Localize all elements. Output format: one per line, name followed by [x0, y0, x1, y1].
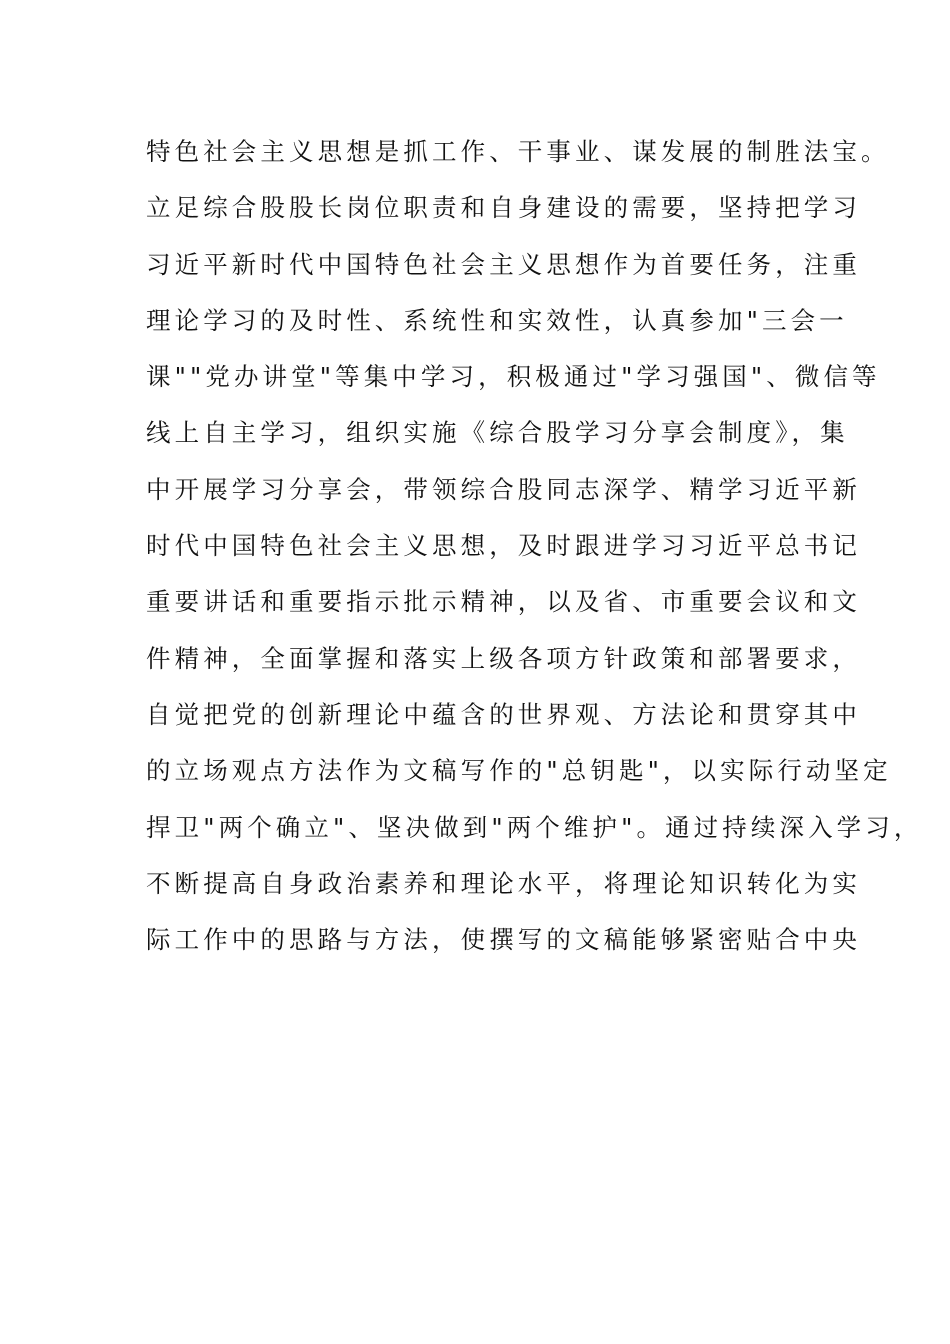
text-line: 重要讲话和重要指示批示精神，以及省、市重要会议和文: [146, 587, 861, 617]
text-line: 理论学习的及时性、系统性和实效性，认真参加"三会一: [146, 305, 848, 335]
text-line: 捍卫"两个确立"、坚决做到"两个维护"。通过持续深入学习，: [146, 812, 923, 842]
body-text: [146, 124, 923, 968]
text-line: 际工作中的思路与方法，使撰写的文稿能够紧密贴合中央: [146, 925, 861, 955]
text-line: 习近平新时代中国特色社会主义思想作为首要任务，注重: [146, 249, 861, 279]
text-line: 课""党办讲堂"等集中学习，积极通过"学习强国"、微信等: [146, 362, 881, 392]
text-line: 自觉把党的创新理论中蕴含的世界观、方法论和贯穿其中: [146, 699, 861, 729]
text-line: 立足综合股股长岗位职责和自身建设的需要，坚持把学习: [146, 193, 861, 223]
text-line: 中开展学习分享会，带领综合股同志深学、精学习近平新: [146, 474, 861, 504]
text-line: 特色社会主义思想是抓工作、干事业、谋发展的制胜法宝。: [146, 137, 890, 166]
text-line: 不断提高自身政治素养和理论水平，将理论知识转化为实: [146, 868, 861, 898]
text-line: 的立场观点方法作为文稿写作的"总钥匙"，以实际行动坚定: [146, 756, 892, 786]
text-line: 件精神，全面掌握和落实上级各项方针政策和部署要求，: [146, 643, 861, 673]
text-line: 线上自主学习，组织实施《综合股学习分享会制度》，集: [146, 418, 849, 448]
text-line: 时代中国特色社会主义思想，及时跟进学习习近平总书记: [146, 531, 861, 561]
